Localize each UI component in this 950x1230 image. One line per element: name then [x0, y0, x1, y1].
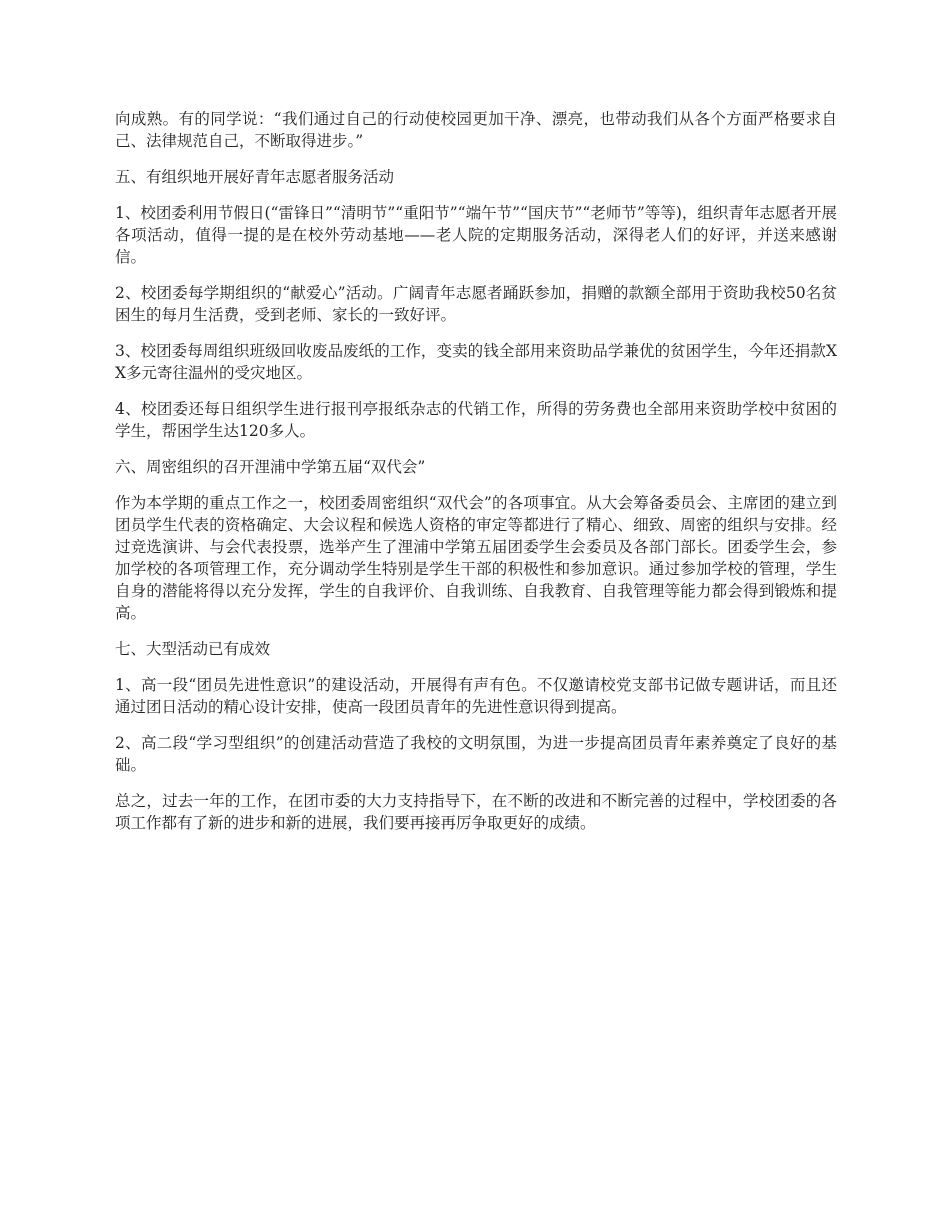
paragraph-conclusion: 总之，过去一年的工作，在团市委的大力支持指导下，在不断的改进和不断完善的过程中，学校团委的各项工作都有了新的进步和新的进展，我们要再接再厉争取更好的成绩。	[115, 792, 837, 832]
section-heading-5: 五、有组织地开展好青年志愿者服务活动	[115, 168, 395, 186]
section-heading-6: 六、周密组织的召开浬浦中学第五届“双代会”	[115, 458, 426, 476]
paragraph-5-2: 2、校团委每学期组织的“献爱心”活动。广阔青年志愿者踊跃参加，捐赠的款额全部用于资助我校50名贫困生的每月生活费，受到老师、家长的一致好评。	[115, 284, 837, 324]
paragraph-6-1: 作为本学期的重点工作之一，校团委周密组织“双代会”的各项事宜。从大会筹备委员会、主席团的建立到团员学生代表的资格确定、大会议程和候选人资格的审定等都进行了精心、细致、周密的组织与安排。经过竞选演讲、与会代表投票，选举产生了浬浦中学第五届团委学生会委员及各部门部长。团委学生会，参加学校的各项管理工作，充分调动学生特别是学生干部的积极性和参加意识。通过参加学校的管理，学生自身的潜能将得以充分发挥，学生的自我评价、自我训练、自我教育、自我管理等能力都会得到锻炼和提高。	[115, 494, 837, 622]
paragraph-7-1: 1、高一段“团员先进性意识”的建设活动，开展得有声有色。不仅邀请校党支部书记做专题讲话，而且还通过团日活动的精心设计安排，使高一段团员青年的先进性意识得到提高。	[115, 676, 837, 716]
paragraph-5-3: 3、校团委每周组织班级回收废品废纸的工作，变卖的钱全部用来资助品学兼优的贫困学生，今年还捐款XX多元寄往温州的受灾地区。	[115, 342, 837, 382]
document-body	[115, 108, 837, 834]
paragraph-continuation: 向成熟。有的同学说：“我们通过自己的行动使校园更加干净、漂亮，也带动我们从各个方面严格要求自己、法律规范自己，不断取得进步。”	[115, 110, 837, 150]
section-heading-7: 七、大型活动已有成效	[115, 640, 271, 658]
paragraph-7-2: 2、高二段“学习型组织”的创建活动营造了我校的文明氛围，为进一步提高团员青年素养奠定了良好的基础。	[115, 734, 837, 774]
paragraph-5-4: 4、校团委还每日组织学生进行报刊亭报纸杂志的代销工作，所得的劳务费也全部用来资助学校中贫困的学生，帮困学生达120多人。	[115, 400, 837, 440]
paragraph-5-1: 1、校团委利用节假日(“雷锋日”“清明节”“重阳节”“端午节”“国庆节”“老师节”等等)，组织青年志愿者开展各项活动，值得一提的是在校外劳动基地——老人院的定期服务活动，深得老人们的好评，并送来感谢信。	[115, 204, 837, 266]
